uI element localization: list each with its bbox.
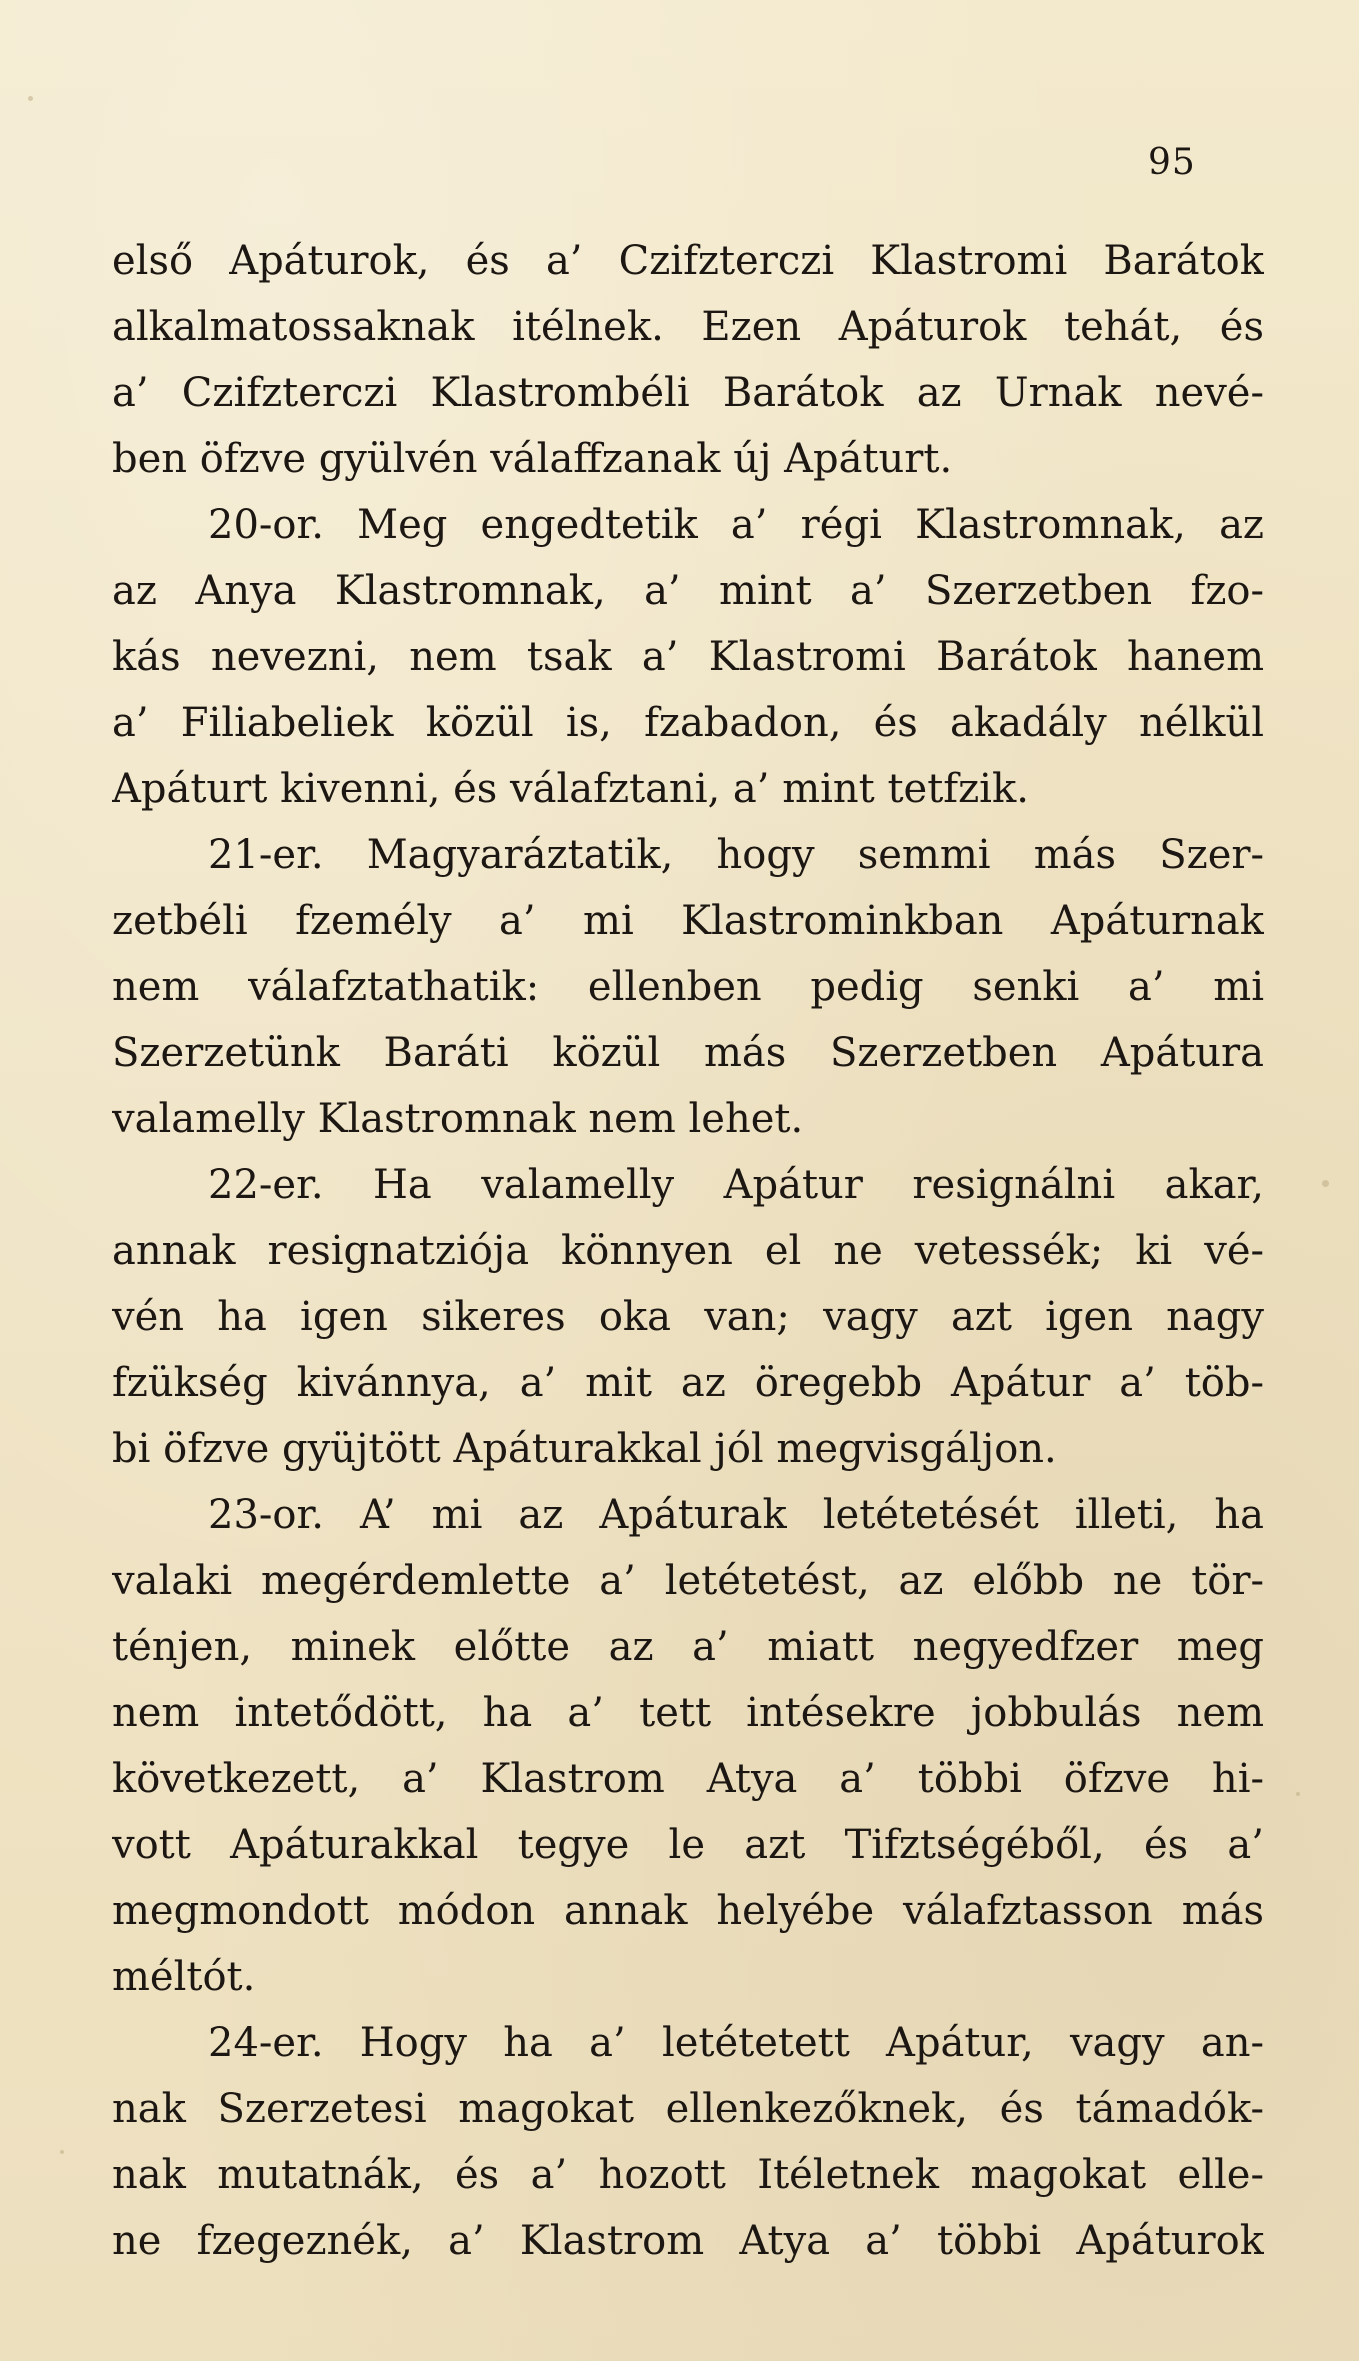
text-line: ben öfzve gyülvén válaffzanak új Apáturt.: [112, 436, 953, 482]
text-line: nak Szerzetesi magokat ellenkezőknek, és támadók-: [112, 2086, 1264, 2132]
text-line: fzükség kivánnya, a’ mit az öregebb Apátur a’ töb-: [112, 1360, 1264, 1406]
text-line: első Apáturok, és a’ Czifzterczi Klastromi Barátok: [112, 238, 1264, 284]
text-line: 22-er. Ha valamelly Apátur resignálni akar,: [208, 1162, 1264, 1208]
text-line: Szerzetünk Baráti közül más Szerzetben Apátura: [112, 1030, 1264, 1076]
text-line: 24-er. Hogy ha a’ letétetett Apátur, vagy an-: [208, 2020, 1264, 2066]
text-line: a’ Filiabeliek közül is, fzabadon, és akadály nélkül: [112, 700, 1264, 746]
text-line: nem válafztathatik: ellenben pedig senki a’ mi: [112, 964, 1264, 1010]
text-line: valamelly Klastromnak nem lehet.: [112, 1096, 804, 1142]
text-line: megmondott módon annak helyébe válafztasson más: [112, 1888, 1264, 1934]
paper-speck: [28, 96, 33, 101]
text-line: ne fzegeznék, a’ Klastrom Atya a’ többi Apáturok: [112, 2218, 1264, 2264]
text-line: következett, a’ Klastrom Atya a’ többi öfzve hi-: [112, 1756, 1264, 1802]
text-line: a’ Czifzterczi Klastrombéli Barátok az Urnak nevé-: [112, 370, 1264, 416]
text-line: méltót.: [112, 1954, 256, 2000]
text-line: az Anya Klastromnak, a’ mint a’ Szerzetben fzo-: [112, 568, 1264, 614]
page-number: 95: [1148, 142, 1196, 183]
body-text: [112, 228, 1264, 2274]
text-line: Apáturt kivenni, és válafztani, a’ mint tetfzik.: [112, 766, 1029, 812]
text-line: nem intetődött, ha a’ tett intésekre jobbulás nem: [112, 1690, 1264, 1736]
paper-speck: [60, 2150, 64, 2154]
text-line: alkalmatossaknak itélnek. Ezen Apáturok tehát, és: [112, 304, 1264, 350]
text-line: annak resignatziója könnyen el ne vetessék; ki vé-: [112, 1228, 1264, 1274]
text-line: zetbéli fzemély a’ mi Klastrominkban Apáturnak: [112, 898, 1264, 944]
text-line: 23-or. A’ mi az Apáturak letétetését illeti, ha: [208, 1492, 1264, 1538]
text-line: 21-er. Magyaráztatik, hogy semmi más Szer-: [208, 832, 1264, 878]
text-line: nak mutatnák, és a’ hozott Itéletnek magokat elle-: [112, 2152, 1264, 2198]
paper-speck: [1322, 1180, 1329, 1187]
text-line: ténjen, minek előtte az a’ miatt negyedfzer meg: [112, 1624, 1264, 1670]
text-line: valaki megérdemlette a’ letétetést, az előbb ne tör-: [112, 1558, 1264, 1604]
text-line: kás nevezni, nem tsak a’ Klastromi Barátok hanem: [112, 634, 1264, 680]
text-line: vott Apáturakkal tegye le azt Tifztségéből, és a’: [112, 1822, 1264, 1868]
text-line: bi öfzve gyüjtött Apáturakkal jól megvisgáljon.: [112, 1426, 1057, 1472]
paper-speck: [1296, 1792, 1300, 1796]
text-line: 20-or. Meg engedtetik a’ régi Klastromnak, az: [208, 502, 1264, 548]
text-line: vén ha igen sikeres oka van; vagy azt igen nagy: [112, 1294, 1264, 1340]
